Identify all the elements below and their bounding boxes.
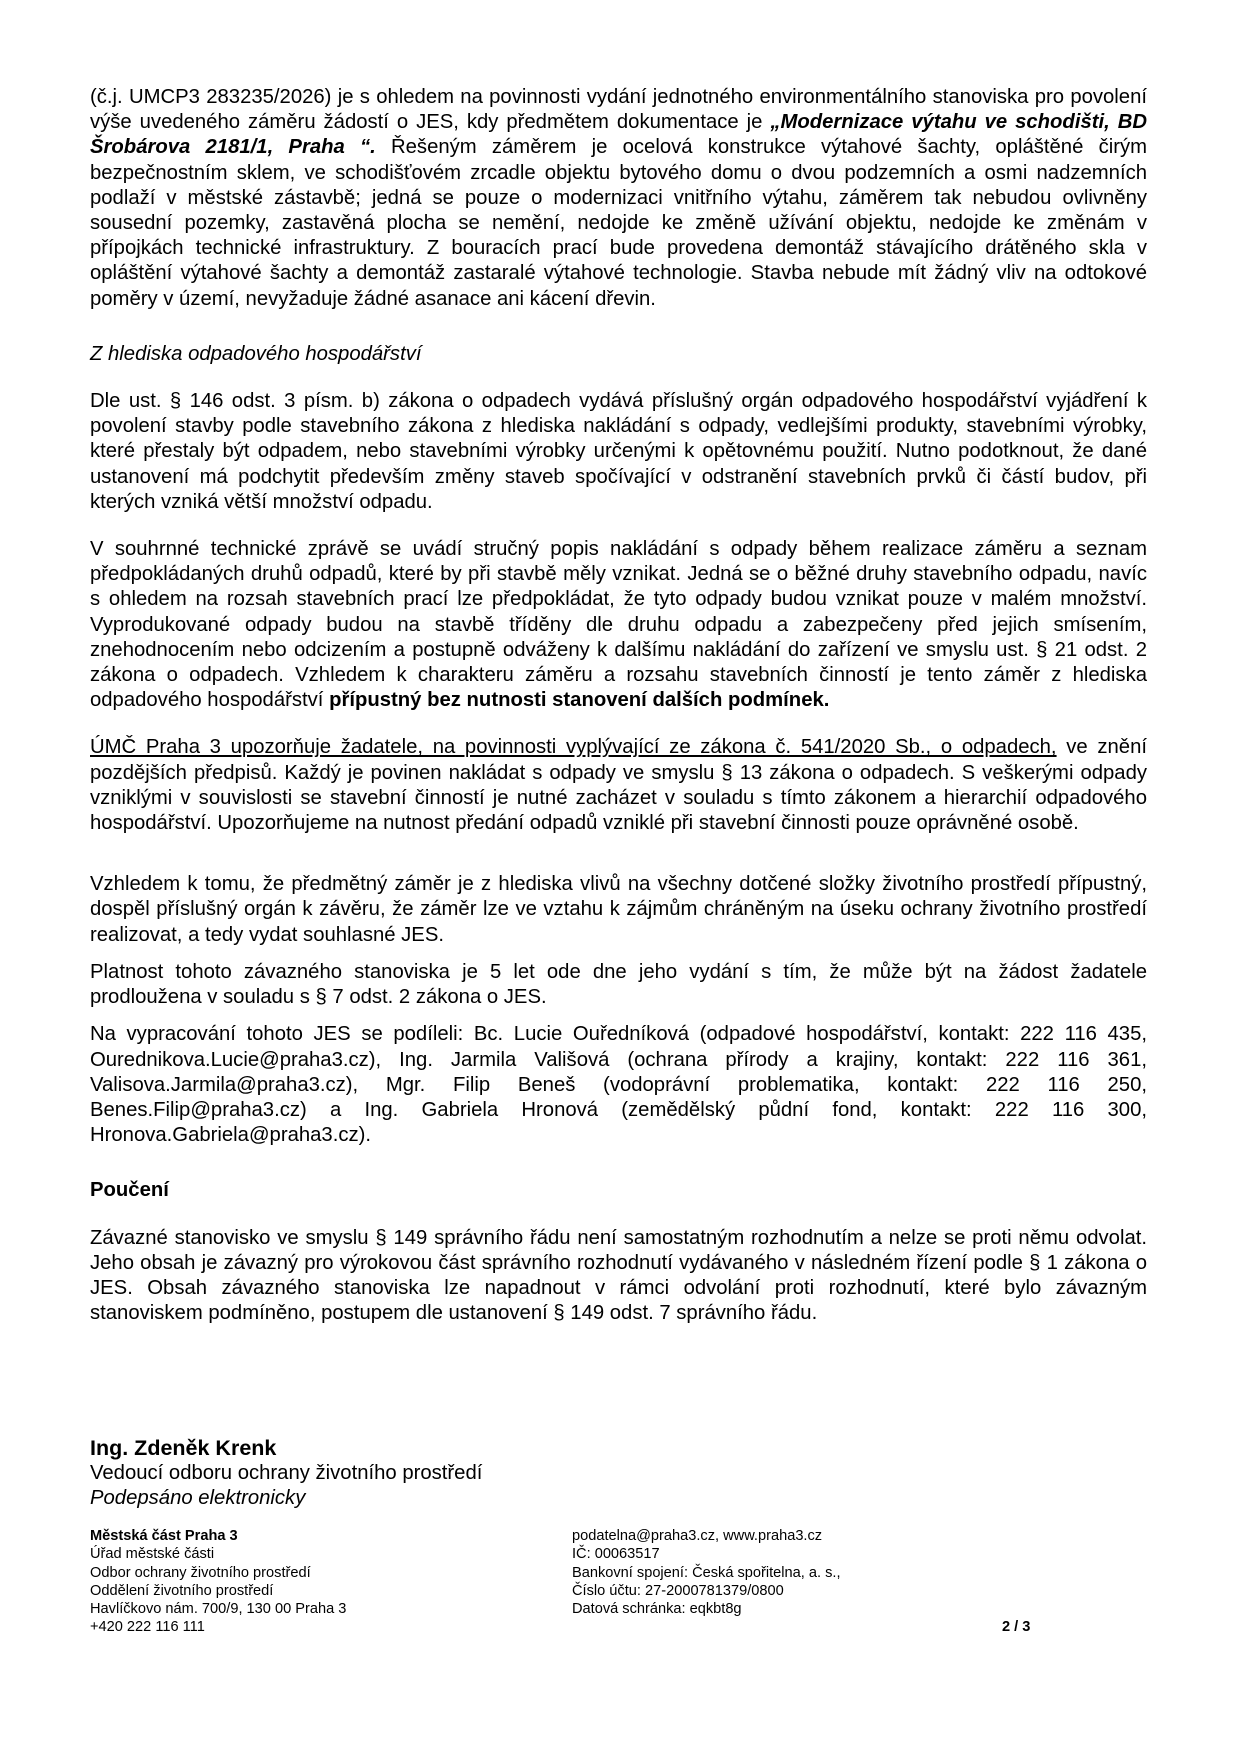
footer-line: Číslo účtu: 27-2000781379/0800 <box>572 1582 784 1599</box>
footer-line: Bankovní spojení: Česká spořitelna, a. s., <box>572 1564 841 1581</box>
footer-line: podatelna@praha3.cz, www.praha3.cz <box>572 1528 823 1544</box>
project-name: „Modernizace výtahu ve schodišti, BD Šrobárova 2181/1, Praha “. <box>90 111 1147 159</box>
paragraph-text: (č.j. UMCP3 283235/2026) je s ohledem na povinnosti vydání jednotného environmentálního stanoviska pro povolení výše uvedeného záměru žádostí o JES, kdy předmětem dokumentace je <box>90 86 1147 134</box>
paragraph-project-description <box>90 85 1147 312</box>
paragraph-text: Řešeným záměrem je ocelová konstrukce výtahové šachty, opláštěné čirým bezpečnostním sklem, ve schodišťovém zrcadle objektu bytového domu o dvou podzemních a osmi nadzemních podlaží v městské zástavbě; jedná se pouze o modernizaci vnitřního výtahu, záměrem tak nebudou ovlivněny sousední pozemky, zastavěná plocha se nemění, nedojde ke změně užívání objektu, nedojde ke změnám v přípojkách technické infrastruktury. Z bouracích prací bude provedena demontáž stávajícího drátěného skla v opláštění výtahové šachty a demontáž zastaralé výtahové technologie. Stavba nebude mít žádný vliv na odtokové poměry v území, nevyžaduje žádné asanace ani kácení dřevin. <box>90 136 1147 310</box>
footer-line: +420 222 116 111 <box>90 1619 205 1636</box>
footer-contacts <box>572 1527 992 1618</box>
signature-block <box>90 1436 482 1512</box>
signatory-name: Ing. Zdeněk Krenk <box>90 1436 277 1460</box>
notice-underlined: ÚMČ Praha 3 upozorňuje žadatele, na povinnosti vyplývající ze zákona č. 541/2020 Sb., o odpadech, <box>90 736 1057 759</box>
footer-line: Oddělení životního prostředí <box>90 1582 274 1599</box>
footer-address <box>90 1527 490 1637</box>
paragraph-validity: Platnost tohoto závazného stanoviska je 5 let ode dne jeho vydání s tím, že může být na žádost žadatele prodloužena v souladu s § 7 odst. 2 zákona o JES. <box>90 960 1147 1009</box>
footer-line: Úřad městské části <box>90 1546 215 1563</box>
page-number: 2 / 3 <box>1002 1619 1031 1635</box>
paragraph-waste-assessment <box>90 537 1147 713</box>
document-body <box>90 85 1147 1326</box>
footer-line: Havlíčkovo nám. 700/9, 130 00 Praha 3 <box>90 1601 347 1618</box>
paragraph-text: V souhrnné technické zprávě se uvádí stručný popis nakládání s odpady během realizace záměru a seznam předpokládaných druhů odpadů, které by při stavbě měly vznikat. Jedná se o běžné druhy stavebního odpadu, navíc s ohledem na rozsah stavebních prací lze předpokládat, že tyto odpady budou vznikat pouze v malém množství. Vyprodukované odpady budou na stavbě tříděny dle druhu odpadu a zabezpečeny před jejich smísením, znehodnocením nebo odcizením a postupně odváženy k dalšímu nakládání do zařízení ve smyslu ust. § 21 odst. 2 zákona o odpadech. Vzhledem k charakteru záměru a rozsahu stavebních činností je tento záměr z hlediska odpadového hospodářství <box>90 538 1147 712</box>
footer-line: Odbor ochrany životního prostředí <box>90 1564 311 1581</box>
footer-line: Datová schránka: eqkbt8g <box>572 1601 742 1618</box>
signatory-position: Vedoucí odboru ochrany životního prostředí <box>90 1462 483 1485</box>
signature-note: Podepsáno elektronicky <box>90 1487 306 1510</box>
footer-line: IČ: 00063517 <box>572 1546 660 1563</box>
assessment-conclusion: přípustný bez nutnosti stanovení dalších podmínek. <box>329 689 830 712</box>
paragraph-waste-law: Dle ust. § 146 odst. 3 písm. b) zákona o odpadech vydává příslušný orgán odpadového hospodářství vyjádření k povolení stavby podle stavebního zákona z hlediska nakládání s odpady, vedlejšími produkty, stavebními výrobky, které přestaly být odpadem, nebo stavebními výrobky určenými k opětovnému použití. Nutno podotknout, že dané ustanovení má podchytit především změny staveb spočívající v odstranění stavebních prvků či částí budov, při kterých vzniká větší množství odpadu. <box>90 390 1147 513</box>
paragraph-conclusion: Vzhledem k tomu, že předmětný záměr je z hlediska vlivů na všechny dotčené složky životního prostředí přípustný, dospěl příslušný orgán k závěru, že záměr lze ve vztahu k zájmům chráněným na úseku ochrany životního prostředí realizovat, a tedy vydat souhlasné JES. <box>90 873 1147 946</box>
paragraph-instruction: Závazné stanovisko ve smyslu § 149 správního řádu není samostatným rozhodnutím a nelze se proti němu odvolat. Jeho obsah je závazný pro výrokovou část správního rozhodnutí vydávaného v následném řízení podle § 1 zákona o JES. Obsah závazného stanoviska lze napadnout v rámci odvolání proti rozhodnutí, které bylo závazným stanoviskem podmíněno, postupem dle ustanovení § 149 odst. 7 správního řádu. <box>90 1226 1147 1325</box>
section-heading-waste: Z hlediska odpadového hospodářství <box>90 342 422 365</box>
footer-org-name: Městská část Praha 3 <box>90 1528 238 1544</box>
paragraph-contributors: Na vypracování tohoto JES se podíleli: Bc. Lucie Ouředníková (odpadové hospodářství, kontakt: 222 116 435, Ourednikova.Lucie@praha3.cz), Ing. Jarmila Vališová (ochrana přírody a krajiny, kontakt: 222 116 361, Valisova.Jarmila@praha3.cz), Mgr. Filip Beneš (vodoprávní problematika, kontakt: 222 116 250, Benes.Filip@praha3.cz) a Ing. Gabriela Hronová (zemědělský půdní fond, kontakt: 222 116 300, Hronova.Gabriela@praha3.cz). <box>90 1023 1147 1147</box>
paragraph-waste-notice <box>90 735 1147 836</box>
section-heading-instruction: Poučení <box>90 1179 169 1202</box>
paragraph-text: ve znění pozdějších předpisů. Každý je povinen nakládat s odpady ve smyslu § 13 zákona o odpadech. S veškerými odpady vzniklými v souvislosti se stavební činností je nutné zacházet v souladu s tímto zákonem a hierarchií odpadového hospodářství. Upozorňujeme na nutnost předání odpadů vzniklé při stavební činnosti pouze oprávněné osobě. <box>90 736 1147 835</box>
